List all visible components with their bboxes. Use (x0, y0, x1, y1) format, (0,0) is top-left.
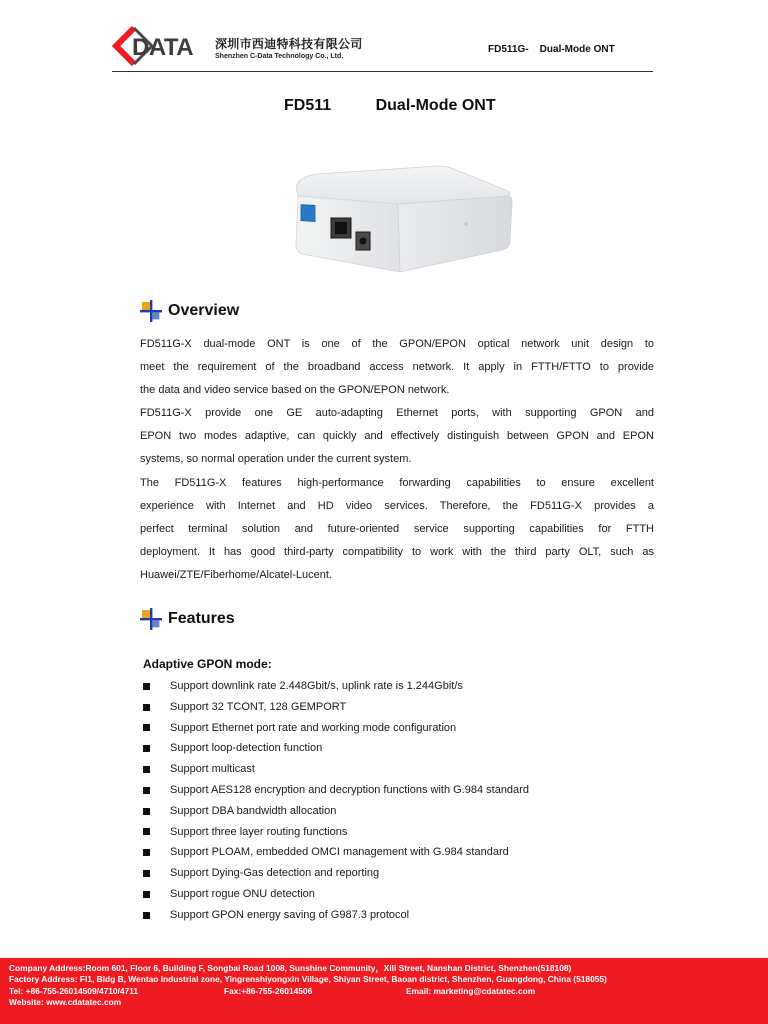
feature-text: Support three layer routing functions (170, 825, 348, 838)
company-name-cn: 深圳市西迪特科技有限公司 (215, 37, 363, 51)
feature-text: Support loop-detection function (170, 742, 323, 755)
footer-email: Email: marketing@cdatatec.com (406, 985, 536, 996)
feature-text: Support Dying-Gas detection and reporting (170, 867, 380, 880)
features-list (143, 676, 663, 926)
page-footer (0, 958, 768, 1024)
features-subheading: Adaptive GPON mode: (143, 657, 272, 671)
overview-line: the data and video service based on the GPON/EPON network. (140, 384, 450, 397)
feature-text: Support rogue ONU detection (170, 887, 315, 900)
square-bullet-icon (143, 849, 150, 856)
cdata-logo (112, 24, 212, 68)
overview-line: deployment. It has good third-party compatibility to work with the third party OLT, such as (140, 545, 654, 558)
square-bullet-icon (143, 683, 150, 690)
overview-line: perfect terminal solution and future-oriented service supporting capabilities for FTTH (140, 522, 654, 535)
overview-line: meet the requirement of the broadband access network. It apply in FTTH/FTTO to provide (140, 361, 654, 374)
overview-heading (140, 300, 239, 322)
feature-text: Support GPON energy saving of G987.3 protocol (170, 908, 410, 921)
feature-text: Support multicast (170, 763, 255, 776)
footer-tel: Tel: +86-755-26014509/4710/4711 (9, 985, 139, 996)
square-bullet-icon (143, 870, 150, 877)
features-heading (140, 608, 235, 630)
list-item (143, 780, 663, 801)
square-bullet-icon (143, 891, 150, 898)
list-item (143, 697, 663, 718)
square-bullet-icon (143, 912, 150, 919)
section-cross-icon (140, 608, 162, 630)
overview-line: EPON two modes adaptive, can quickly and effectively distinguish between GPON and EPON (140, 430, 654, 443)
overview-line: Huawei/ZTE/Fiberhome/Alcatel-Lucent. (140, 568, 332, 581)
square-bullet-icon (143, 787, 150, 794)
overview-line: systems, so normal operation under the current system. (140, 453, 412, 466)
list-item (143, 884, 663, 905)
header-doc-ref: FD511G- Dual-Mode ONT (488, 44, 615, 55)
page-header (112, 24, 654, 72)
footer-company-address: Company Address:Room 601, Floor 6, Building F, Songbai Road 1008, Sunshine Community，Xili Street, Nanshan District, Shenzhen(518108) (9, 963, 572, 973)
square-bullet-icon (143, 828, 150, 835)
overview-line: experience with Internet and HD video services. Therefore, the FD511G-X provides a (140, 499, 654, 512)
footer-contact-row (9, 986, 759, 997)
feature-text: Support PLOAM, embedded OMCI management with G.984 standard (170, 846, 509, 859)
svg-text:DATA: DATA (132, 34, 194, 61)
feature-text: Support DBA bandwidth allocation (170, 804, 337, 817)
feature-text: Support 32 TCONT, 128 GEMPORT (170, 700, 347, 713)
company-name-block (215, 37, 363, 61)
feature-text: Support downlink rate 2.448Gbit/s, uplink rate is 1.244Gbit/s (170, 680, 463, 692)
footer-fax: Fax:+86-755-26014506 (224, 985, 313, 996)
square-bullet-icon (143, 745, 150, 752)
overview-paragraphs (140, 333, 654, 587)
list-item (143, 905, 663, 926)
document-title: FD511 Dual-Mode ONT (284, 97, 496, 114)
header-divider (112, 71, 653, 72)
feature-text: Support AES128 encryption and decryption functions with G.984 standard (170, 783, 529, 796)
list-item (143, 738, 663, 759)
list-item (143, 718, 663, 739)
list-item (143, 801, 663, 822)
features-heading-label: Features (168, 610, 235, 627)
list-item (143, 676, 663, 697)
list-item (143, 822, 663, 843)
list-item (143, 863, 663, 884)
footer-website: Website: www.cdatatec.com (9, 997, 122, 1008)
overview-line: FD511G-X provide one GE auto-adapting Ethernet ports, with supporting GPON and (140, 407, 654, 420)
product-image (288, 164, 514, 282)
square-bullet-icon (143, 808, 150, 815)
company-name-en: Shenzhen C-Data Technology Co., Ltd. (215, 53, 344, 60)
footer-factory-address: Factory Address: Fl1, Bldg B, Wentao Industrial zone, Yingrenshiyongxin Village, Shiyan Street, Baoan district, Shenzhen, Guangdong, China (518055) (9, 974, 607, 985)
square-bullet-icon (143, 704, 150, 711)
list-item (143, 759, 663, 780)
overview-line: FD511G-X dual-mode ONT is one of the GPON/EPON optical network unit design to (140, 338, 654, 350)
overview-heading-label: Overview (168, 302, 240, 319)
feature-text: Support Ethernet port rate and working mode configuration (170, 721, 457, 734)
square-bullet-icon (143, 724, 150, 731)
square-bullet-icon (143, 766, 150, 773)
list-item (143, 842, 663, 863)
overview-line: The FD511G-X features high-performance forwarding capabilities to ensure excellent (140, 476, 654, 489)
section-cross-icon (140, 300, 162, 322)
